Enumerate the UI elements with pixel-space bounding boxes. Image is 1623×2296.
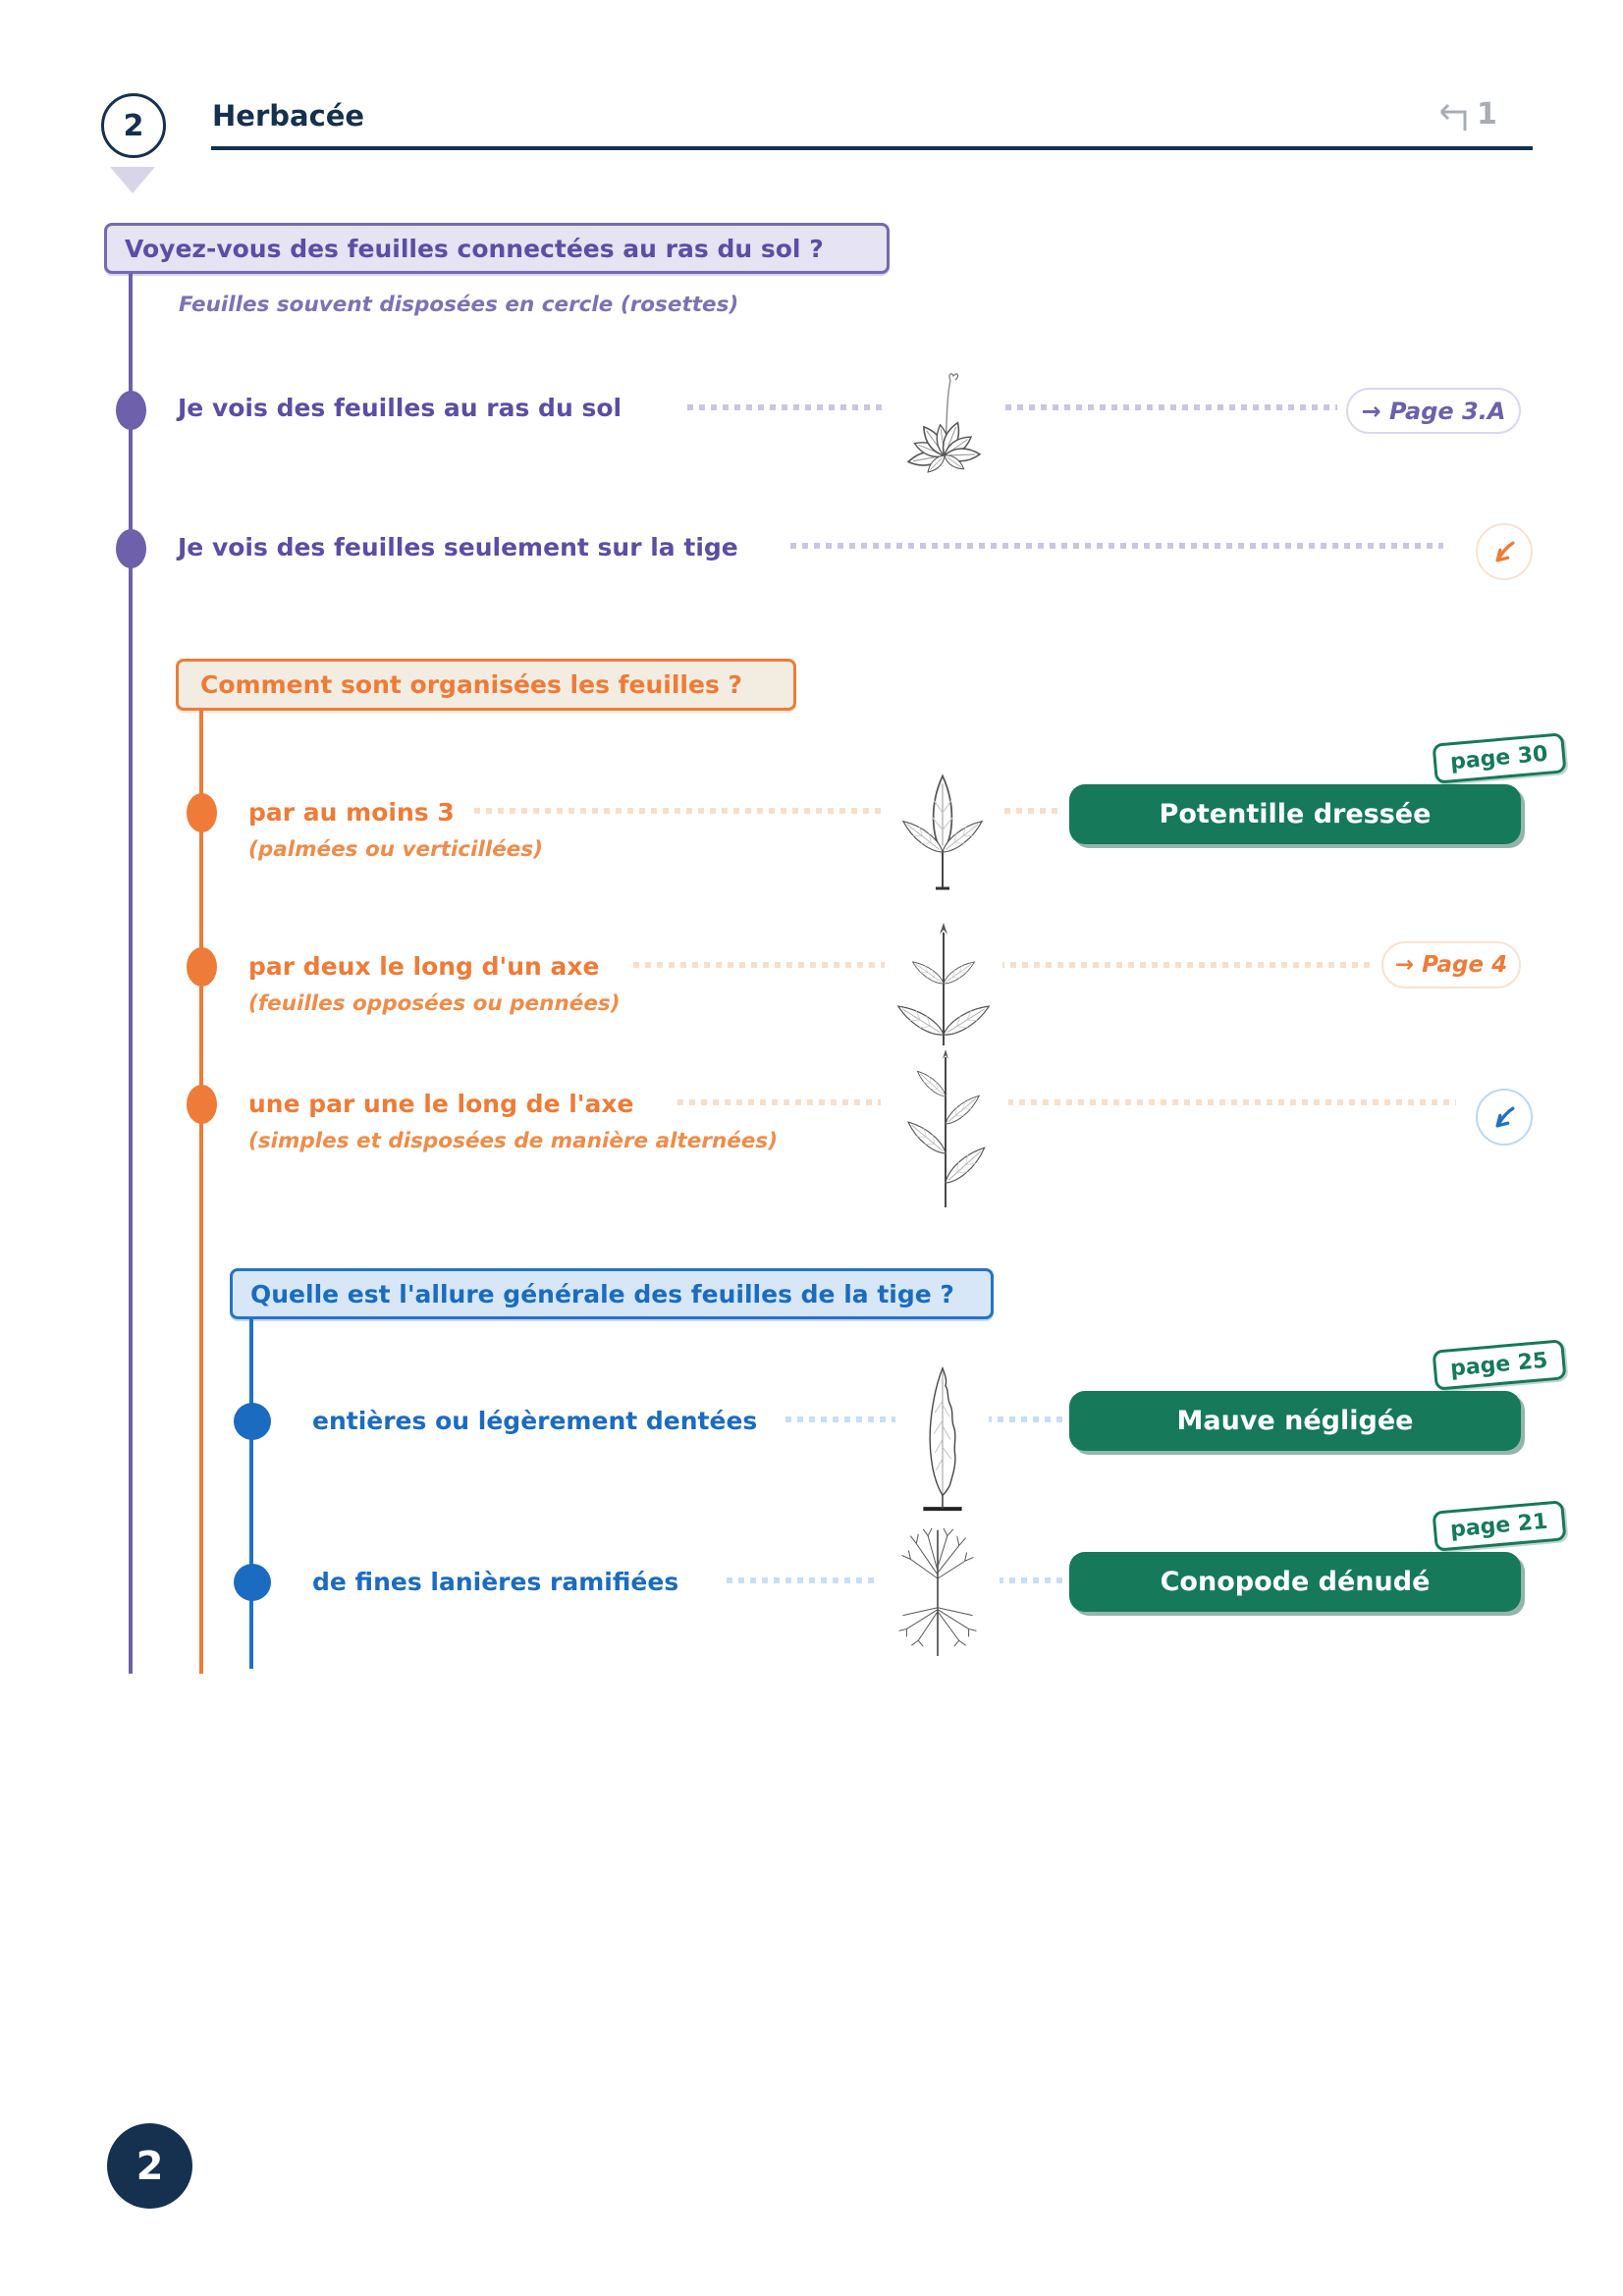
alternate-leaves-icon (881, 1045, 1008, 1210)
question-box-ground-leaves: Voyez-vous des feuilles connectées au ras du sol ? (104, 223, 890, 274)
section-pointer-triangle (110, 167, 155, 193)
branch-bullet (187, 793, 217, 832)
branch-label: de fines lanières ramifiées (312, 1568, 679, 1596)
branch-label: Je vois des feuilles au ras du sol (178, 394, 622, 422)
branch-bullet (116, 529, 146, 568)
step-number-badge (101, 93, 166, 158)
return-arrow-icon (1432, 98, 1473, 133)
branched-strands-icon (877, 1515, 1000, 1660)
blue-connector-line (249, 1318, 253, 1669)
branch-bullet (187, 947, 217, 987)
continue-below-button[interactable] (1476, 523, 1533, 580)
page-tag[interactable]: page 21 (1432, 1500, 1566, 1551)
page-number: 2 (135, 2143, 164, 2189)
title-rule (211, 146, 1533, 150)
branch-sublabel: (palmées ou verticillées) (248, 837, 543, 862)
dotted-leader (687, 404, 1337, 410)
question-box-leaf-shape: Quelle est l'allure générale des feuilles de la tige ? (230, 1268, 994, 1319)
page-number-badge (107, 2123, 192, 2209)
entire-leaf-icon (895, 1362, 989, 1515)
return-page-number: 1 (1477, 97, 1497, 132)
page-title: Herbacée (212, 99, 365, 133)
orange-connector-line (199, 710, 203, 1674)
page-tag[interactable]: page 30 (1432, 732, 1566, 783)
branch-label: une par une le long de l'axe (248, 1090, 634, 1118)
branch-label: par deux le long d'un axe (248, 952, 600, 981)
go-to-page-4-link[interactable]: → Page 4 (1381, 941, 1521, 988)
arrow-down-left-icon (1491, 1104, 1518, 1131)
return-to-page-link[interactable] (1432, 98, 1497, 133)
branch-label: par au moins 3 (248, 798, 455, 827)
branch-bullet (234, 1403, 271, 1440)
purple-connector-line (129, 274, 133, 1674)
step-number: 2 (123, 108, 144, 143)
rosette-plant-icon (887, 366, 1000, 476)
dotted-leader (790, 543, 1443, 549)
arrow-down-left-icon (1491, 539, 1518, 565)
branch-bullet (187, 1085, 217, 1124)
dotted-leader (677, 1099, 1456, 1105)
branch-bullet (116, 391, 146, 430)
whorled-leaves-icon (882, 766, 1004, 891)
question-box-leaf-arrangement: Comment sont organisées les feuilles ? (176, 659, 796, 711)
branch-sublabel: (simples et disposées de manière alternées) (248, 1129, 779, 1153)
branch-sublabel: (feuilles opposées ou pennées) (248, 991, 621, 1016)
go-to-page-3a-link[interactable]: → Page 3.A (1346, 388, 1521, 434)
continue-below-button[interactable] (1476, 1089, 1533, 1146)
branch-label: Je vois des feuilles seulement sur la tige (178, 533, 738, 561)
species-result-pill[interactable]: Conopode dénudé (1069, 1552, 1521, 1612)
species-result-pill[interactable]: Mauve négligée (1069, 1391, 1521, 1451)
species-result-pill[interactable]: Potentille dressée (1069, 784, 1521, 844)
branch-label: entières ou légèrement dentées (312, 1407, 758, 1435)
branch-bullet (234, 1564, 271, 1601)
page-tag[interactable]: page 25 (1432, 1339, 1566, 1390)
question-hint: Feuilles souvent disposées en cercle (rosettes) (179, 293, 739, 317)
